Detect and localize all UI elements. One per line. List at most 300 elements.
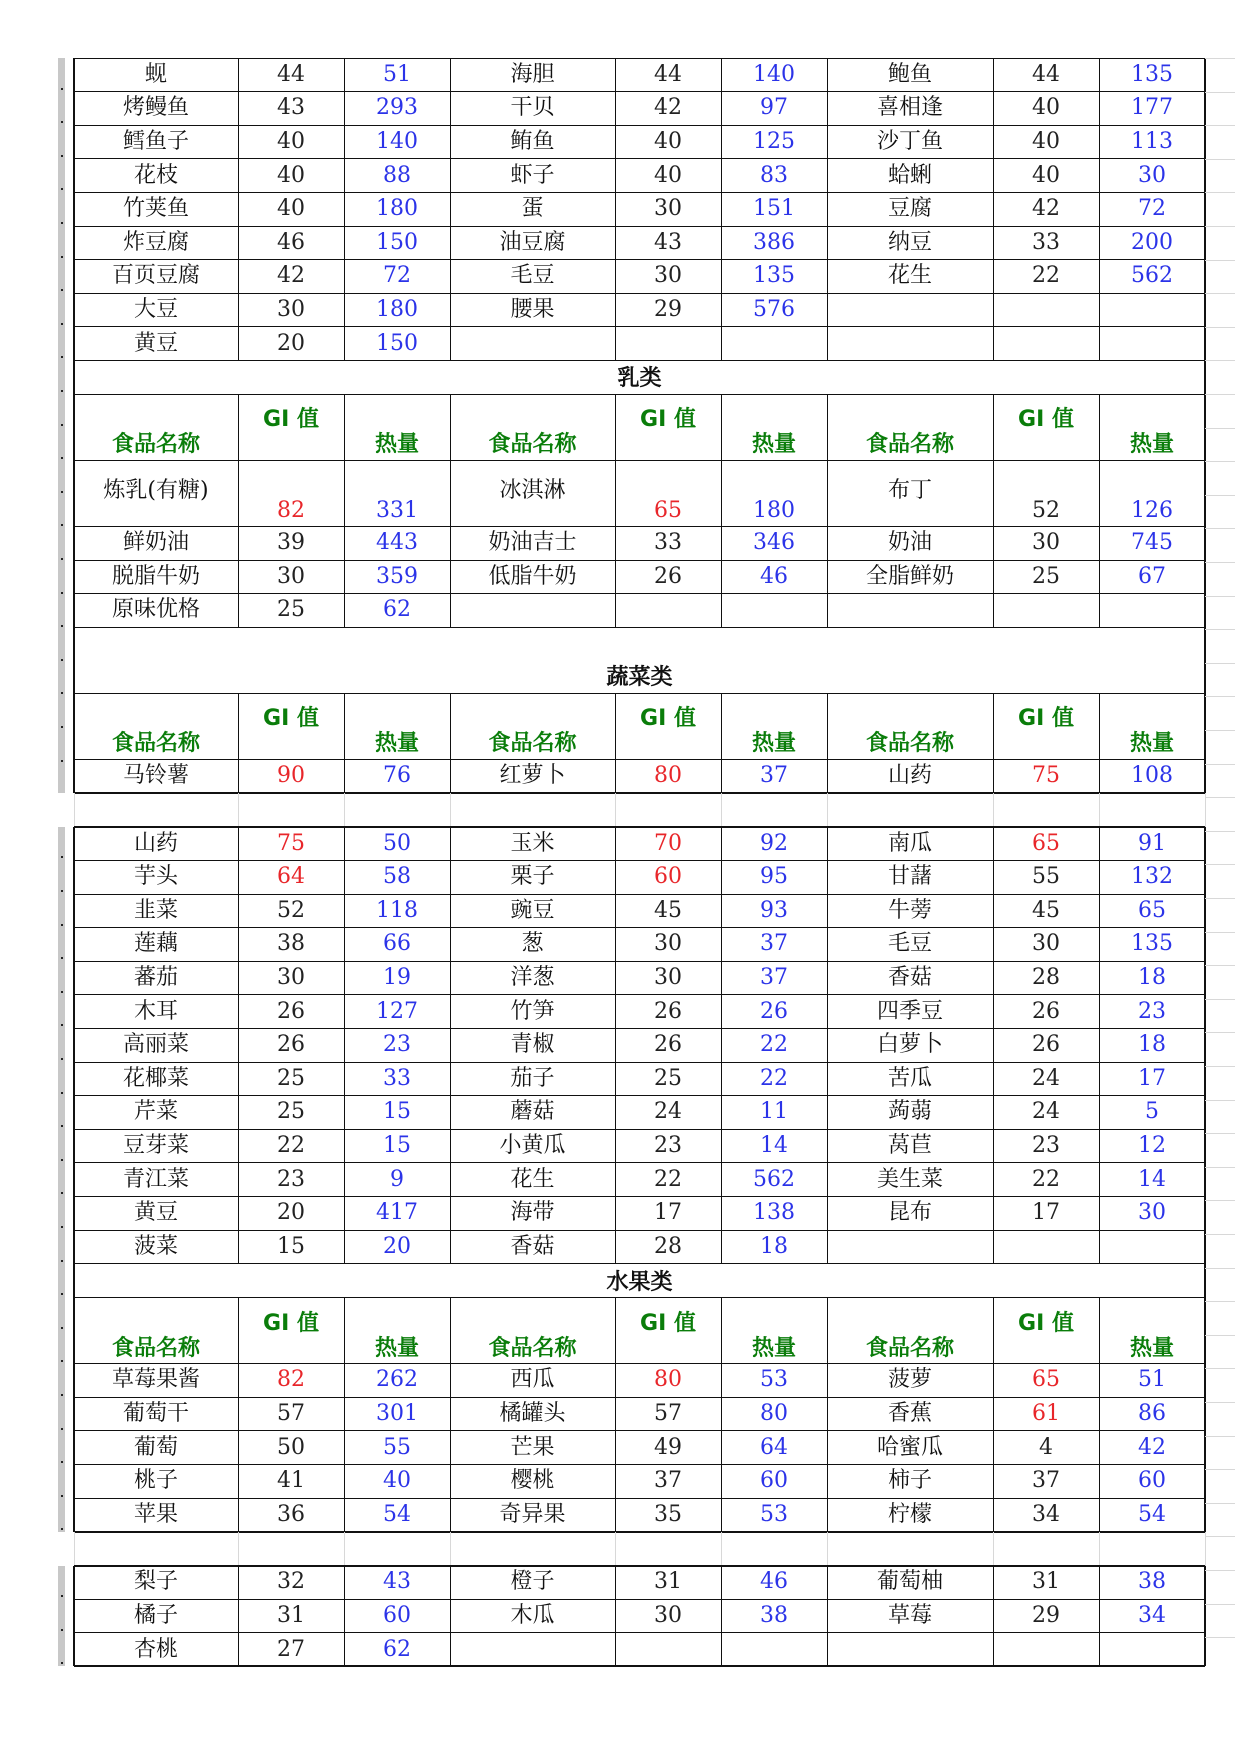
gi-value: 36	[277, 1501, 305, 1527]
grid-line-v	[73, 627, 75, 693]
grid-line-h	[1205, 1503, 1235, 1504]
row-marker	[61, 222, 63, 224]
row-gutter	[58, 1566, 65, 1667]
food-name: 海带	[510, 1200, 555, 1226]
calories: 43	[383, 1569, 411, 1595]
gi-value: 65	[1032, 830, 1060, 856]
grid-line-h	[1205, 226, 1235, 227]
grid-line-v	[344, 827, 345, 1264]
grid-line-v	[344, 1532, 345, 1566]
grid-line-v	[344, 1364, 345, 1532]
grid-line-v	[344, 759, 345, 793]
gi-value: 26	[277, 1032, 305, 1058]
grid-line-v	[721, 1364, 722, 1532]
food-name: 海胆	[510, 61, 555, 87]
grid-line-h	[1205, 58, 1235, 59]
food-name: 花椰菜	[122, 1065, 189, 1091]
food-name: 原味优格	[111, 597, 200, 623]
grid-line-v	[344, 793, 345, 827]
calories: 562	[1131, 263, 1173, 289]
row-marker	[61, 726, 63, 728]
gi-value: 42	[654, 95, 682, 121]
food-name: 葡萄干	[122, 1400, 189, 1426]
gi-value	[615, 594, 721, 628]
grid-line-v	[238, 460, 239, 627]
food-name: 香菇	[887, 964, 932, 990]
gi-value: 52	[277, 897, 305, 923]
food-name: 韭菜	[133, 897, 178, 923]
calories: 443	[376, 530, 418, 556]
food-name: 花枝	[133, 162, 178, 188]
gi-value: 43	[654, 229, 682, 255]
food-name: 菠萝	[887, 1367, 932, 1393]
calories: 76	[383, 762, 411, 788]
food-name: 四季豆	[876, 998, 943, 1024]
grid-line-v	[827, 827, 828, 1264]
header-calories: 热量	[374, 432, 419, 458]
gi-value: 44	[1032, 61, 1060, 87]
calories: 92	[760, 830, 788, 856]
header-food-name: 食品名称	[488, 1335, 577, 1361]
calories: 26	[760, 998, 788, 1024]
calories: 54	[1138, 1501, 1166, 1527]
grid-line-v	[827, 1298, 828, 1364]
gi-value: 24	[1032, 1065, 1060, 1091]
header-gi-value: GI 值	[263, 706, 319, 732]
grid-line-v	[615, 827, 616, 1264]
gi-value	[615, 327, 721, 361]
calories	[1099, 327, 1205, 361]
grid-line-h	[1205, 260, 1235, 261]
grid-line-v	[721, 460, 722, 627]
grid-line-v	[73, 1298, 75, 1364]
gi-value: 38	[277, 931, 305, 957]
calories: 126	[1131, 498, 1173, 524]
grid-line-v	[344, 693, 345, 759]
gi-value: 25	[1032, 563, 1060, 589]
gi-value: 40	[277, 196, 305, 222]
calories	[1099, 1633, 1205, 1667]
grid-line-v	[721, 693, 722, 759]
calories: 33	[383, 1065, 411, 1091]
grid-line-h	[74, 1665, 1205, 1667]
gi-value: 23	[1032, 1132, 1060, 1158]
calories: 150	[376, 229, 418, 255]
gi-value: 65	[654, 498, 682, 524]
grid-line-v	[993, 1364, 994, 1532]
grid-line-v	[450, 1532, 451, 1566]
gi-value: 34	[1032, 1501, 1060, 1527]
gi-value: 82	[277, 1367, 305, 1393]
food-name: 苦瓜	[887, 1065, 932, 1091]
grid-line-v	[1204, 627, 1206, 693]
food-name: 炸豆腐	[122, 229, 189, 255]
grid-line-v	[827, 58, 828, 360]
grid-line-v	[73, 1566, 75, 1667]
grid-line-h	[1205, 495, 1235, 496]
grid-line-v	[73, 460, 75, 627]
row-marker	[61, 1260, 63, 1262]
calories: 23	[383, 1032, 411, 1058]
food-name: 鲔鱼	[510, 128, 555, 154]
grid-line-v	[1099, 693, 1100, 759]
row-marker	[61, 1461, 63, 1463]
gi-value: 30	[654, 964, 682, 990]
header-calories: 热量	[374, 1335, 419, 1361]
calories: 55	[383, 1434, 411, 1460]
calories: 46	[760, 1569, 788, 1595]
food-name: 高丽菜	[122, 1032, 189, 1058]
grid-line-h	[1205, 1133, 1235, 1134]
calories: 40	[383, 1468, 411, 1494]
food-name: 花生	[887, 263, 932, 289]
gi-value: 44	[654, 61, 682, 87]
calories: 262	[376, 1367, 418, 1393]
food-name: 莴苣	[887, 1132, 932, 1158]
gi-value: 26	[1032, 998, 1060, 1024]
gi-value: 41	[277, 1468, 305, 1494]
calories: 97	[760, 95, 788, 121]
gi-value: 31	[654, 1569, 682, 1595]
calories: 30	[1138, 162, 1166, 188]
calories: 359	[376, 563, 418, 589]
grid-line-v	[450, 58, 451, 360]
calories: 140	[376, 128, 418, 154]
grid-line-v	[615, 1298, 616, 1364]
gi-value	[993, 594, 1099, 628]
calories: 37	[760, 964, 788, 990]
grid-line-v	[721, 793, 722, 827]
gi-value: 32	[277, 1569, 305, 1595]
calories: 34	[1138, 1602, 1166, 1628]
food-name: 鲜奶油	[122, 530, 189, 556]
gi-value: 17	[654, 1200, 682, 1226]
food-name: 苹果	[133, 1501, 178, 1527]
calories	[721, 1633, 827, 1667]
gi-value: 31	[277, 1602, 305, 1628]
calories: 180	[376, 196, 418, 222]
gi-value: 23	[654, 1132, 682, 1158]
grid-line-v	[238, 58, 239, 360]
gi-value: 60	[654, 864, 682, 890]
header-gi-value: GI 值	[263, 407, 319, 433]
gi-value: 39	[277, 530, 305, 556]
food-name: 山药	[887, 762, 932, 788]
row-marker	[61, 356, 63, 358]
food-name: 香蕉	[887, 1400, 932, 1426]
gi-value: 75	[277, 830, 305, 856]
calories: 562	[753, 1166, 795, 1192]
header-gi-value: GI 值	[640, 407, 696, 433]
gi-value: 26	[654, 563, 682, 589]
grid-line-v	[1204, 360, 1206, 394]
gi-value: 24	[1032, 1099, 1060, 1125]
calories: 18	[760, 1233, 788, 1259]
grid-line-v	[827, 1532, 828, 1566]
gi-value: 65	[1032, 1367, 1060, 1393]
row-marker	[61, 524, 63, 526]
gi-value	[615, 1633, 721, 1667]
grid-line-h	[1205, 394, 1235, 395]
food-name: 葡萄柚	[876, 1569, 943, 1595]
row-marker	[61, 890, 63, 892]
calories: 135	[1131, 61, 1173, 87]
row-marker	[61, 592, 63, 594]
gi-value: 37	[654, 1468, 682, 1494]
row-marker	[61, 1629, 63, 1631]
grid-line-v	[1099, 793, 1100, 827]
gi-value: 44	[277, 61, 305, 87]
grid-line-v	[450, 394, 451, 460]
food-name: 奶油吉士	[488, 530, 577, 556]
row-marker	[61, 1192, 63, 1194]
grid-line-v	[1204, 58, 1206, 360]
food-name: 毛豆	[510, 263, 555, 289]
grid-line-v	[721, 58, 722, 360]
calories: 91	[1138, 830, 1166, 856]
calories: 22	[760, 1065, 788, 1091]
gi-value	[993, 327, 1099, 361]
grid-line-v	[721, 394, 722, 460]
grid-line-h	[74, 792, 1205, 794]
header-gi-value: GI 值	[1018, 706, 1074, 732]
grid-line-v	[1204, 1566, 1206, 1667]
food-name	[450, 327, 615, 361]
calories: 37	[760, 931, 788, 957]
food-name: 葱	[521, 931, 544, 957]
grid-line-h	[1205, 360, 1235, 361]
calories	[721, 594, 827, 628]
gi-value	[993, 1230, 1099, 1264]
header-food-name: 食品名称	[111, 731, 200, 757]
gi-value: 50	[277, 1434, 305, 1460]
header-calories: 热量	[751, 432, 796, 458]
calories: 5	[1145, 1099, 1159, 1125]
grid-line-v	[615, 460, 616, 627]
grid-line-h	[1205, 1301, 1235, 1302]
grid-line-v	[827, 1364, 828, 1532]
food-name: 毛豆	[887, 931, 932, 957]
gi-value: 22	[654, 1166, 682, 1192]
gi-value: 30	[654, 931, 682, 957]
grid-line-v	[615, 58, 616, 360]
food-name: 纳豆	[887, 229, 932, 255]
gi-value: 40	[654, 162, 682, 188]
food-name: 昆布	[887, 1200, 932, 1226]
gi-value: 22	[277, 1132, 305, 1158]
gi-value: 30	[277, 563, 305, 589]
gi-value: 30	[277, 296, 305, 322]
grid-line-v	[73, 394, 75, 460]
gi-value: 40	[1032, 162, 1060, 188]
food-name: 美生菜	[876, 1166, 943, 1192]
row-gutter	[58, 827, 65, 1532]
food-name: 青椒	[510, 1032, 555, 1058]
grid-line-v	[721, 1566, 722, 1667]
calories: 38	[760, 1602, 788, 1628]
gi-value: 75	[1032, 762, 1060, 788]
calories: 60	[383, 1602, 411, 1628]
gi-value: 29	[1032, 1602, 1060, 1628]
grid-line-v	[993, 58, 994, 360]
grid-line-v	[238, 1298, 239, 1364]
calories: 135	[753, 263, 795, 289]
grid-line-h	[1205, 629, 1235, 630]
header-gi-value: GI 值	[1018, 407, 1074, 433]
grid-line-h	[1205, 730, 1235, 731]
grid-line-v	[827, 759, 828, 793]
grid-line-v	[993, 793, 994, 827]
calories: 83	[760, 162, 788, 188]
food-name: 橙子	[510, 1569, 555, 1595]
calories: 37	[760, 762, 788, 788]
grid-line-h	[1205, 1536, 1235, 1537]
grid-line-h	[74, 1531, 1205, 1533]
calories: 138	[753, 1200, 795, 1226]
gi-value: 80	[654, 1367, 682, 1393]
calories: 88	[383, 162, 411, 188]
calories: 95	[760, 864, 788, 890]
calories: 93	[760, 897, 788, 923]
calories: 22	[760, 1032, 788, 1058]
grid-line-v	[721, 1532, 722, 1566]
gi-value: 45	[1032, 897, 1060, 923]
grid-line-v	[73, 1264, 75, 1298]
row-marker	[61, 1394, 63, 1396]
row-marker	[61, 856, 63, 858]
grid-line-v	[450, 1364, 451, 1532]
header-food-name: 食品名称	[865, 1335, 954, 1361]
calories: 180	[376, 296, 418, 322]
calories: 140	[753, 61, 795, 87]
gi-value: 26	[654, 998, 682, 1024]
calories: 150	[376, 330, 418, 356]
calories: 135	[1131, 931, 1173, 957]
row-marker	[61, 1428, 63, 1430]
grid-line-v	[1099, 58, 1100, 360]
grid-line-v	[344, 394, 345, 460]
grid-line-h	[1205, 864, 1235, 865]
calories: 15	[383, 1132, 411, 1158]
gi-value: 25	[654, 1065, 682, 1091]
grid-line-v	[827, 460, 828, 627]
grid-line-v	[721, 827, 722, 1264]
grid-line-v	[1204, 460, 1206, 627]
gi-value: 40	[277, 128, 305, 154]
food-name: 洋葱	[510, 964, 555, 990]
grid-line-v	[1099, 1364, 1100, 1532]
food-name: 玉米	[510, 830, 555, 856]
food-name: 全脂鲜奶	[865, 563, 954, 589]
grid-line-v	[615, 394, 616, 460]
grid-line-h	[1205, 932, 1235, 933]
grid-line-v	[73, 693, 75, 759]
row-marker	[61, 1159, 63, 1161]
gi-value: 64	[277, 864, 305, 890]
food-name: 黄豆	[133, 1200, 178, 1226]
food-name: 哈蜜瓜	[876, 1434, 943, 1460]
gi-value: 23	[277, 1166, 305, 1192]
grid-line-v	[344, 1566, 345, 1667]
gi-value: 25	[277, 1099, 305, 1125]
calories: 60	[760, 1468, 788, 1494]
food-name: 百页豆腐	[111, 263, 200, 289]
row-marker	[61, 625, 63, 627]
food-name: 豆腐	[887, 196, 932, 222]
grid-line-v	[615, 1364, 616, 1532]
gi-value: 22	[1032, 1166, 1060, 1192]
calories: 125	[753, 128, 795, 154]
gi-value: 17	[1032, 1200, 1060, 1226]
calories: 58	[383, 864, 411, 890]
gi-value: 37	[1032, 1468, 1060, 1494]
food-name: 蛋	[521, 196, 544, 222]
grid-line-v	[74, 1532, 75, 1566]
food-name: 樱桃	[510, 1468, 555, 1494]
calories: 18	[1138, 964, 1166, 990]
header-calories: 热量	[751, 1335, 796, 1361]
food-name: 奶油	[887, 530, 932, 556]
grid-line-v	[993, 1298, 994, 1364]
row-marker	[61, 760, 63, 762]
food-name: 蚬	[144, 61, 167, 87]
row-marker	[61, 256, 63, 258]
grid-line-v	[1099, 1532, 1100, 1566]
food-name: 脱脂牛奶	[111, 563, 200, 589]
food-name: 青江菜	[122, 1166, 189, 1192]
row-marker	[61, 289, 63, 291]
header-food-name: 食品名称	[865, 432, 954, 458]
grid-line-v	[238, 793, 239, 827]
row-marker	[61, 1125, 63, 1127]
grid-line-v	[238, 1566, 239, 1667]
calories: 14	[1138, 1166, 1166, 1192]
section-title-fruits: 水果类	[606, 1269, 673, 1295]
calories: 15	[383, 1099, 411, 1125]
calories: 180	[753, 498, 795, 524]
row-marker	[61, 1595, 63, 1597]
gi-value: 30	[654, 196, 682, 222]
food-name: 芒果	[510, 1434, 555, 1460]
grid-line-v	[1204, 1298, 1206, 1364]
grid-line-v	[993, 827, 994, 1264]
calories: 151	[753, 196, 795, 222]
grid-line-v	[615, 759, 616, 793]
grid-line-h	[1205, 1570, 1235, 1571]
food-name: 蘑菇	[510, 1099, 555, 1125]
grid-line-h	[1205, 1604, 1235, 1605]
grid-line-h	[1205, 1100, 1235, 1101]
row-marker	[61, 491, 63, 493]
gi-value: 42	[1032, 196, 1060, 222]
calories: 51	[383, 61, 411, 87]
grid-line-v	[450, 693, 451, 759]
gi-value: 26	[1032, 1032, 1060, 1058]
food-name: 葡萄	[133, 1434, 178, 1460]
food-name: 甘藷	[887, 864, 932, 890]
calories: 745	[1131, 530, 1173, 556]
gi-value: 46	[277, 229, 305, 255]
calories	[1099, 1230, 1205, 1264]
gi-value: 26	[654, 1032, 682, 1058]
grid-line-v	[993, 460, 994, 627]
calories: 53	[760, 1501, 788, 1527]
header-gi-value: GI 值	[1018, 1310, 1074, 1336]
food-name: 红萝卜	[499, 762, 566, 788]
calories: 346	[753, 530, 795, 556]
food-name: 喜相逢	[876, 95, 943, 121]
calories: 64	[760, 1434, 788, 1460]
